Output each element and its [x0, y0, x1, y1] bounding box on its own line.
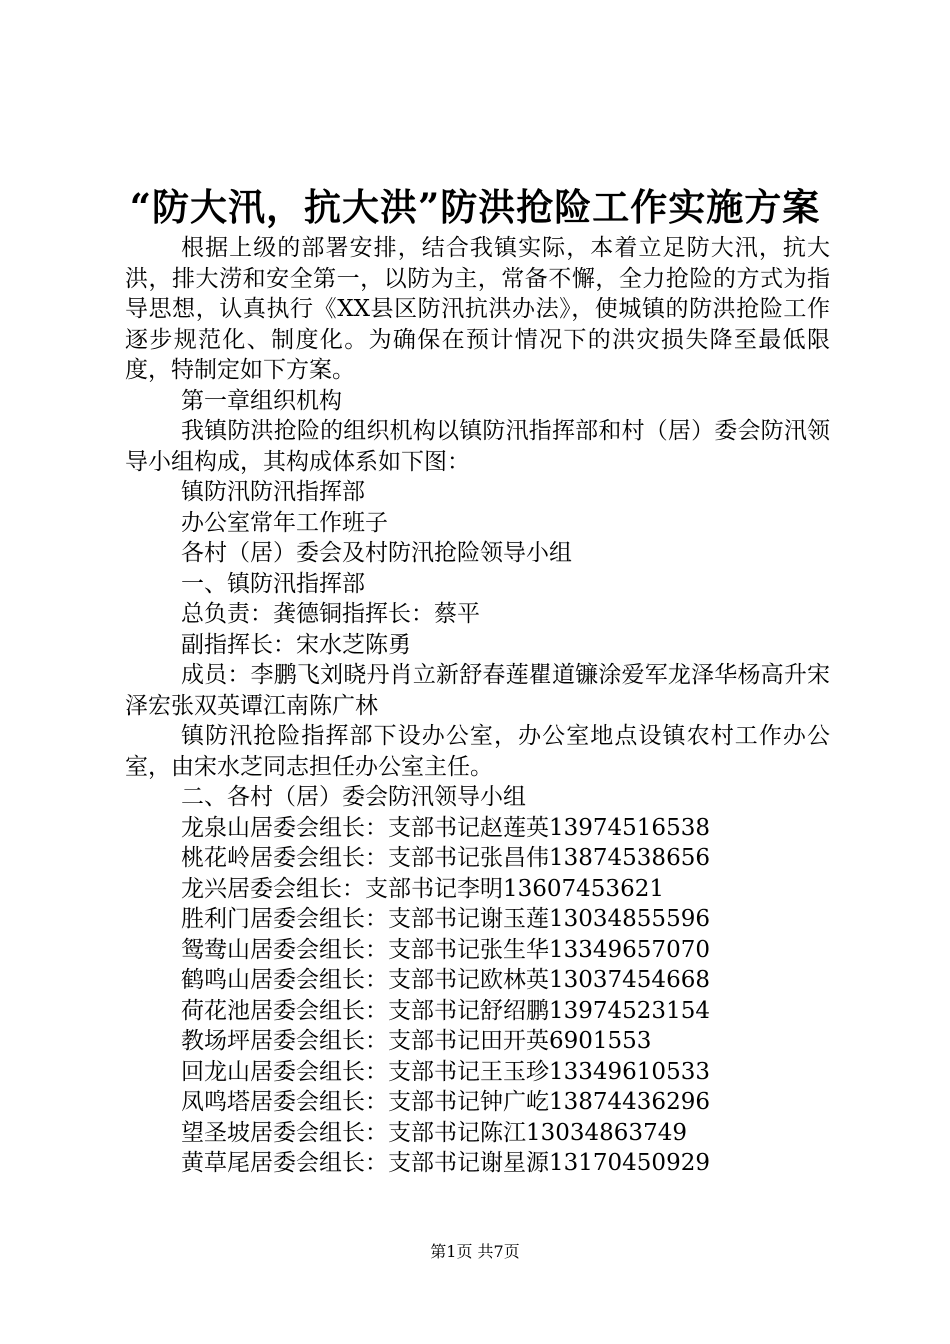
contact-line: 教场坪居委会组长：支部书记田开英6901553 — [181, 1028, 652, 1054]
contact-line: 桃花岭居委会组长：支部书记张昌伟13874538656 — [181, 845, 710, 871]
intro-paragraph: 根据上级的部署安排，结合我镇实际，本着立足防大汛，抗大洪，排大涝和安全第一，以防为主，常备不懈，全力抢险的方式为指导思想，认真执行《XX县区防汛抗洪办法》，使城镇的防洪抢险工作逐步规范化、制度化。为确保在预计情况下的洪灾损失降至最低限度，特制定如下方案。 — [125, 235, 830, 383]
section-heading: 一、镇防汛指挥部 — [181, 570, 365, 597]
org-paragraph: 我镇防洪抢险的组织机构以镇防汛指挥部和村（居）委会防汛领导小组构成，其构成体系如下图： — [125, 418, 830, 475]
office-paragraph: 镇防汛抢险指挥部下设办公室，办公室地点设镇农村工作办公室，由宋水芝同志担任办公室主任。 — [125, 723, 830, 780]
leader-line: 总负责：龚德铜指挥长：蔡平 — [181, 601, 480, 627]
contact-line: 黄草尾居委会组长：支部书记谢星源13170450929 — [181, 1150, 710, 1176]
org-item: 镇防汛防汛指挥部 — [181, 479, 365, 505]
contact-line: 凤鸣塔居委会组长：支部书记钟广屹13874436296 — [181, 1089, 710, 1115]
org-item: 办公室常年工作班子 — [181, 509, 388, 536]
document-title: “防大汛，抗大洪”防洪抢险工作实施方案 — [129, 185, 821, 229]
org-item: 各村（居）委会及村防汛抢险领导小组 — [181, 540, 572, 566]
page-footer: 第1页 共7页 — [430, 1242, 520, 1261]
contact-line: 回龙山居委会组长：支部书记王玉珍13349610533 — [181, 1058, 710, 1085]
deputy-line: 副指挥长：宋水芝陈勇 — [181, 631, 411, 658]
document-body — [125, 233, 830, 1179]
contact-line: 鹤鸣山居委会组长：支部书记欧林英13037454668 — [181, 967, 710, 993]
chapter-heading: 第一章组织机构 — [181, 387, 342, 414]
members-paragraph: 成员：李鹏飞刘晓丹肖立新舒春莲瞿道镰涂爱军龙泽华杨高升宋泽宏张双英谭江南陈广林 — [125, 662, 830, 719]
contact-line: 胜利门居委会组长：支部书记谢玉莲13034855596 — [181, 906, 710, 932]
contact-line: 龙泉山居委会组长：支部书记赵莲英13974516538 — [181, 814, 710, 841]
contact-line: 荷花池居委会组长：支部书记舒绍鹏13974523154 — [181, 997, 710, 1024]
section-heading: 二、各村（居）委会防汛领导小组 — [181, 784, 526, 810]
contact-line: 鸳鸯山居委会组长：支部书记张生华13349657070 — [181, 936, 710, 963]
contact-line: 龙兴居委会组长：支部书记李明13607453621 — [181, 875, 664, 902]
contact-line: 望圣坡居委会组长：支部书记陈江13034863749 — [181, 1119, 687, 1146]
